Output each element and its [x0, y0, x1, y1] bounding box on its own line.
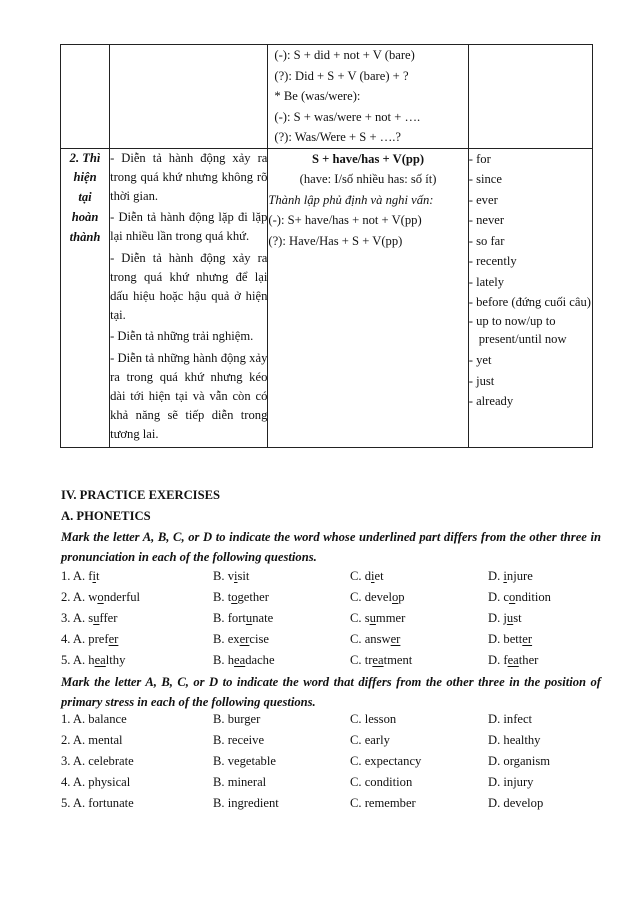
- form-cell: [268, 45, 468, 149]
- signal-word: - just: [468, 373, 495, 388]
- question-row: [61, 793, 601, 814]
- underlined-part: i: [92, 569, 96, 583]
- option-b: B. mineral: [213, 775, 267, 789]
- option-c: C. answer: [350, 632, 401, 646]
- option-d: D. develop: [488, 796, 544, 810]
- form-question: (?): Have/Has + S + V(pp): [268, 233, 403, 248]
- option-b: B. burger: [213, 712, 261, 726]
- form-line: * Be (was/were):: [274, 89, 361, 103]
- option-c: C. condition: [350, 775, 413, 789]
- underlined-part: ea: [372, 653, 384, 667]
- usage-cell-empty: [110, 45, 268, 149]
- signal-word: - yet: [468, 353, 492, 368]
- underlined-part: er: [108, 632, 119, 646]
- underlined-part: er: [239, 632, 250, 646]
- option-b: B. headache: [213, 653, 275, 667]
- signal-word: - since: [468, 172, 502, 187]
- tense-name-line: tại: [78, 190, 92, 205]
- option-c: C. lesson: [350, 712, 397, 726]
- tense-name-line: hoàn: [71, 209, 99, 224]
- option-c: C. remember: [350, 796, 416, 810]
- underlined-part: i: [371, 569, 375, 583]
- option-a: 1. A. balance: [61, 712, 127, 726]
- tense-name-line: thành: [69, 229, 101, 244]
- option-d: D. infect: [488, 712, 533, 726]
- signal-word: - never: [468, 213, 505, 228]
- usage-item: - Diễn tả hành động xảy ra trong quá khứ nhưng để lại dấu hiệu hoặc hậu quả ở hiện tại.: [110, 250, 268, 323]
- option-b: B. together: [213, 590, 269, 604]
- signal-word: - lately: [468, 275, 505, 290]
- option-d: D. injury: [488, 775, 534, 789]
- form-note: Thành lập phủ định và nghi vấn:: [268, 192, 434, 207]
- form-negative: (-): S+ have/has + not + V(pp): [268, 213, 422, 227]
- option-c: C. treatment: [350, 653, 413, 667]
- question-row: [61, 709, 601, 730]
- option-b: B. receive: [213, 733, 265, 747]
- underlined-part: ea: [94, 653, 106, 667]
- option-a: 2. A. mental: [61, 733, 123, 747]
- underlined-part: u: [245, 611, 253, 625]
- underlined-part: ea: [507, 653, 519, 667]
- underlined-part: o: [508, 590, 516, 604]
- usage-item: - Diễn tả hành động lặp đi lặp lại nhiều lần trong quá khứ.: [110, 210, 268, 244]
- option-a: 1. A. fit: [61, 569, 100, 583]
- form-line: (-): S + was/were + not + ….: [274, 109, 421, 124]
- usage-cell: [110, 148, 268, 447]
- underlined-part: i: [503, 569, 507, 583]
- signal-word: - ever: [468, 192, 498, 207]
- usage-item: - Diễn tả những hành động xảy ra trong quá khứ nhưng kéo dài tới hiện tại và vẫn còn có khả năng sẽ tiếp diễn trong tương lai.: [110, 350, 268, 442]
- signal-word: - so far: [468, 233, 505, 248]
- table-row-past-simple-continued: [61, 45, 593, 149]
- underlined-part: o: [97, 590, 104, 604]
- tense-cell-empty: [61, 45, 110, 149]
- option-b: B. vegetable: [213, 754, 276, 768]
- option-c: C. expectancy: [350, 754, 422, 768]
- question-row: [61, 608, 601, 629]
- underlined-part: u: [369, 611, 376, 625]
- signal-words-cell: [468, 148, 592, 447]
- form-line: (?): Was/Were + S + ….?: [274, 130, 402, 144]
- underlined-part: u: [93, 611, 100, 625]
- option-b: B. fortunate: [213, 611, 274, 625]
- instruction: Mark the letter A, B, C, or D to indicate the word that differs from the other three in the position of primary stress in each of the following questions.: [61, 675, 601, 709]
- form-subtitle: (have: I/số nhiều has: số ít): [299, 172, 437, 186]
- tense-name-line: 2. Thì: [69, 150, 101, 165]
- signal-cell-empty: [468, 45, 592, 149]
- underlined-part: er: [522, 632, 533, 646]
- form-title: S + have/has + V(pp): [312, 151, 425, 166]
- option-d: D. injure: [488, 569, 533, 583]
- usage-item: - Diễn tả hành động xảy ra trong quá khứ nhưng không rõ thời gian.: [110, 150, 268, 203]
- form-line: (?): Did + S + V (bare) + ?: [274, 68, 409, 83]
- option-b: B. exercise: [213, 632, 269, 646]
- underlined-part: ea: [234, 653, 246, 667]
- signal-word: - for: [468, 151, 491, 166]
- option-d: D. better: [488, 632, 533, 646]
- tense-name-line: hiện: [73, 170, 97, 185]
- option-d: D. just: [488, 611, 522, 625]
- signal-word: - before (đứng cuối câu): [468, 294, 591, 309]
- signal-word: - already: [468, 394, 514, 409]
- underlined-part: er: [390, 632, 401, 646]
- underlined-part: i: [234, 569, 238, 583]
- question-row: [61, 629, 601, 650]
- question-row: [61, 650, 601, 671]
- form-cell: [268, 148, 468, 447]
- part-title: A. PHONETICS: [61, 509, 151, 523]
- question-row: [61, 587, 601, 608]
- option-a: 3. A. suffer: [61, 611, 118, 625]
- option-d: D. condition: [488, 590, 551, 604]
- option-d: D. feather: [488, 653, 539, 667]
- tense-name-cell: [61, 148, 110, 447]
- question-row: [61, 772, 601, 793]
- option-a: 5. A. healthy: [61, 653, 126, 667]
- table-row-present-perfect: [61, 148, 593, 447]
- signal-word: - recently: [468, 254, 517, 269]
- usage-item: - Diễn tả những trải nghiệm.: [110, 329, 254, 344]
- option-d: D. healthy: [488, 733, 541, 747]
- option-b: B. visit: [213, 569, 250, 583]
- option-c: C. early: [350, 733, 390, 747]
- option-c: C. diet: [350, 569, 384, 583]
- option-c: C. summer: [350, 611, 406, 625]
- instruction: Mark the letter A, B, C, or D to indicate the word whose underlined part differs from the other three in pronunciation in each of the following questions.: [61, 530, 601, 564]
- option-a: 4. A. physical: [61, 775, 131, 789]
- underlined-part: u: [506, 611, 514, 625]
- question-row: [61, 751, 601, 772]
- option-c: C. develop: [350, 590, 405, 604]
- grammar-table: [60, 44, 593, 448]
- signal-word: - up to now/up to present/until now: [468, 314, 567, 346]
- question-row: [61, 566, 601, 587]
- form-line: (-): S + did + not + V (bare): [274, 48, 415, 62]
- option-a: 2. A. wonderful: [61, 590, 141, 604]
- option-d: D. organism: [488, 754, 551, 768]
- question-row: [61, 730, 601, 751]
- section-title: IV. PRACTICE EXERCISES: [61, 488, 220, 502]
- underlined-part: o: [231, 590, 238, 604]
- option-a: 5. A. fortunate: [61, 796, 134, 810]
- underlined-part: o: [391, 590, 399, 604]
- option-a: 4. A. prefer: [61, 632, 119, 646]
- option-b: B. ingredient: [213, 796, 279, 810]
- option-a: 3. A. celebrate: [61, 754, 134, 768]
